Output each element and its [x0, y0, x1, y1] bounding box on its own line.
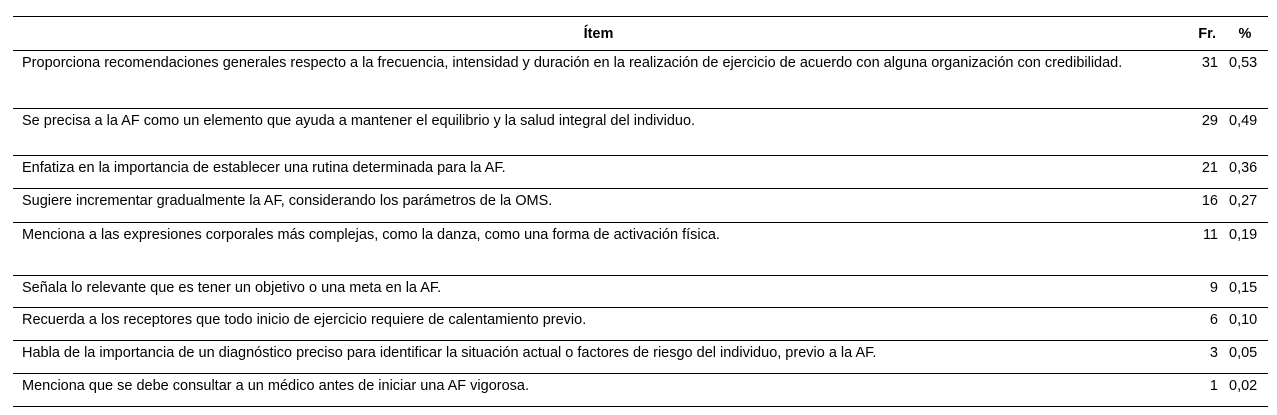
row-item: Menciona a las expresiones corporales más complejas, como la danza, como una forma de activación física.	[13, 223, 1184, 276]
frequency-table	[13, 16, 1268, 407]
row-percent: 0,02	[1226, 374, 1268, 407]
row-item: Se precisa a la AF como un elemento que ayuda a mantener el equilibrio y la salud integral del individuo.	[13, 109, 1184, 156]
row-item: Proporciona recomendaciones generales respecto a la frecuencia, intensidad y duración en la realización de ejercicio de acuerdo con alguna organización con credibilidad.	[13, 51, 1184, 109]
table-row	[13, 223, 1268, 276]
header-frequency: Fr.	[1184, 17, 1226, 51]
row-item: Sugiere incrementar gradualmente la AF, considerando los parámetros de la OMS.	[13, 189, 1184, 223]
row-percent: 0,05	[1226, 341, 1268, 374]
header-row	[13, 17, 1268, 51]
row-frequency: 1	[1184, 374, 1226, 407]
row-item: Habla de la importancia de un diagnóstico preciso para identificar la situación actual o factores de riesgo del individuo, previo a la AF.	[13, 341, 1184, 374]
table-row	[13, 189, 1268, 223]
row-percent: 0,36	[1226, 156, 1268, 189]
row-percent: 0,15	[1226, 276, 1268, 308]
row-item: Menciona que se debe consultar a un médico antes de iniciar una AF vigorosa.	[13, 374, 1184, 407]
row-percent: 0,10	[1226, 308, 1268, 341]
row-frequency: 31	[1184, 51, 1226, 109]
row-frequency: 9	[1184, 276, 1226, 308]
table-row	[13, 374, 1268, 407]
table-row	[13, 276, 1268, 308]
header-percent: %	[1226, 17, 1268, 51]
row-frequency: 11	[1184, 223, 1226, 276]
row-frequency: 16	[1184, 189, 1226, 223]
row-item: Enfatiza en la importancia de establecer una rutina determinada para la AF.	[13, 156, 1184, 189]
row-frequency: 6	[1184, 308, 1226, 341]
row-percent: 0,19	[1226, 223, 1268, 276]
row-percent: 0,49	[1226, 109, 1268, 156]
table-header	[13, 17, 1268, 51]
row-percent: 0,27	[1226, 189, 1268, 223]
table-row	[13, 109, 1268, 156]
table-row	[13, 341, 1268, 374]
row-item: Recuerda a los receptores que todo inicio de ejercicio requiere de calentamiento previo.	[13, 308, 1184, 341]
row-frequency: 21	[1184, 156, 1226, 189]
frequency-table-container	[13, 16, 1268, 407]
table-row	[13, 308, 1268, 341]
table-row	[13, 51, 1268, 109]
row-item: Señala lo relevante que es tener un objetivo o una meta en la AF.	[13, 276, 1184, 308]
row-percent: 0,53	[1226, 51, 1268, 109]
header-item: Ítem	[13, 17, 1184, 51]
row-frequency: 29	[1184, 109, 1226, 156]
table-row	[13, 156, 1268, 189]
table-body	[13, 51, 1268, 407]
row-frequency: 3	[1184, 341, 1226, 374]
